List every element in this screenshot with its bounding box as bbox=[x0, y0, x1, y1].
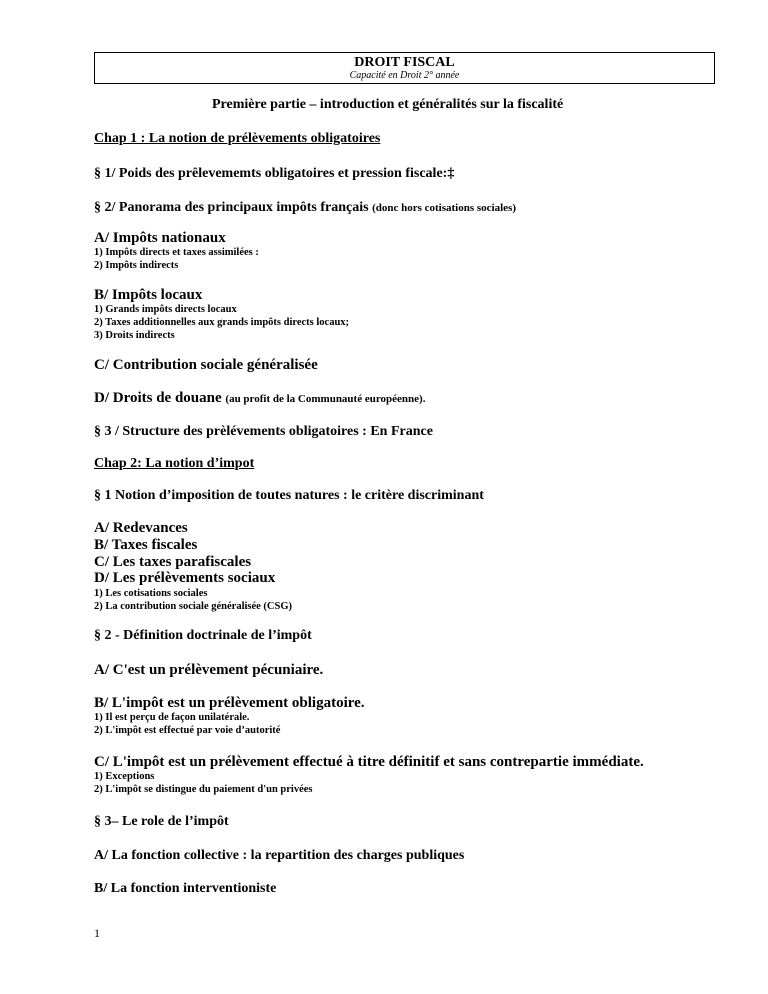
ch2-section-1-heading: § 1 Notion d’imposition de toutes natures : le critère discriminant bbox=[94, 488, 484, 503]
ch2-subsection-a-heading: A/ C'est un prélèvement pécuniaire. bbox=[94, 662, 324, 678]
list-item: 2) Impôts indirects bbox=[94, 260, 179, 271]
section-2-heading bbox=[94, 200, 516, 216]
list-item: 2) L'impôt se distingue du paiement d'un privées bbox=[94, 784, 313, 795]
list-item: 1) Les cotisations sociales bbox=[94, 588, 208, 599]
list-item: C/ Les taxes parafiscales bbox=[94, 554, 252, 570]
ch2-s3-subsection-a-heading: A/ La fonction collective : la repartition des charges publiques bbox=[94, 848, 465, 863]
chapter-1-title: Chap 1 : La notion de prélèvements obligatoires bbox=[94, 131, 381, 146]
list-item: D/ Les prélèvements sociaux bbox=[94, 570, 276, 586]
subsection-d-title: D/ Droits de douane bbox=[94, 390, 222, 406]
subsection-d-note: (au profit de la Communauté européenne). bbox=[225, 393, 426, 405]
list-item: 2) Taxes additionnelles aux grands impôts directs locaux; bbox=[94, 317, 350, 328]
ch2-subsection-b-heading: B/ L'impôt est un prélèvement obligatoire. bbox=[94, 695, 365, 711]
list-item: 3) Droits indirects bbox=[94, 330, 175, 341]
section-2-title: § 2/ Panorama des principaux impôts français bbox=[94, 200, 369, 215]
list-item: A/ Redevances bbox=[94, 520, 188, 536]
list-item: 1) Il est perçu de façon unilatérale. bbox=[94, 712, 250, 723]
list-item: 2) L'impôt est effectué par voie d’autorité bbox=[94, 725, 281, 736]
header-box bbox=[94, 52, 715, 84]
ch2-section-3-heading: § 3– Le role de l’impôt bbox=[94, 814, 229, 829]
page-number: 1 bbox=[94, 926, 100, 940]
list-item: 1) Impôts directs et taxes assimilées : bbox=[94, 247, 259, 258]
section-2-note: (donc hors cotisations sociales) bbox=[372, 202, 516, 214]
ch2-section-2-heading: § 2 - Définition doctrinale de l’impôt bbox=[94, 628, 312, 643]
subsection-c-heading: C/ Contribution sociale généralisée bbox=[94, 357, 318, 373]
ch2-subsection-c-heading: C/ L'impôt est un prélèvement effectué à titre définitif et sans contrepartie immédiate. bbox=[94, 754, 644, 770]
subsection-a-heading: A/ Impôts nationaux bbox=[94, 230, 226, 246]
document-title: DROIT FISCAL bbox=[354, 55, 455, 70]
list-item: 2) La contribution sociale généralisée (CSG) bbox=[94, 601, 293, 612]
ch2-s3-subsection-b-heading: B/ La fonction interventioniste bbox=[94, 881, 277, 896]
part-title: Première partie – introduction et généralités sur la fiscalité bbox=[212, 97, 564, 112]
chapter-2-title: Chap 2: La notion d’impot bbox=[94, 456, 255, 471]
subsection-b-heading: B/ Impôts locaux bbox=[94, 287, 203, 303]
subsection-d-heading bbox=[94, 390, 425, 407]
list-item: 1) Exceptions bbox=[94, 771, 155, 782]
list-item: B/ Taxes fiscales bbox=[94, 537, 198, 553]
list-item: 1) Grands impôts directs locaux bbox=[94, 304, 237, 315]
section-1-heading: § 1/ Poids des prêlevememts obligatoires et pression fiscale:‡ bbox=[94, 166, 455, 181]
document-subtitle: Capacité en Droit 2° année bbox=[349, 70, 460, 81]
section-3-heading: § 3 / Structure des prèlévements obligatoires : En France bbox=[94, 424, 433, 439]
